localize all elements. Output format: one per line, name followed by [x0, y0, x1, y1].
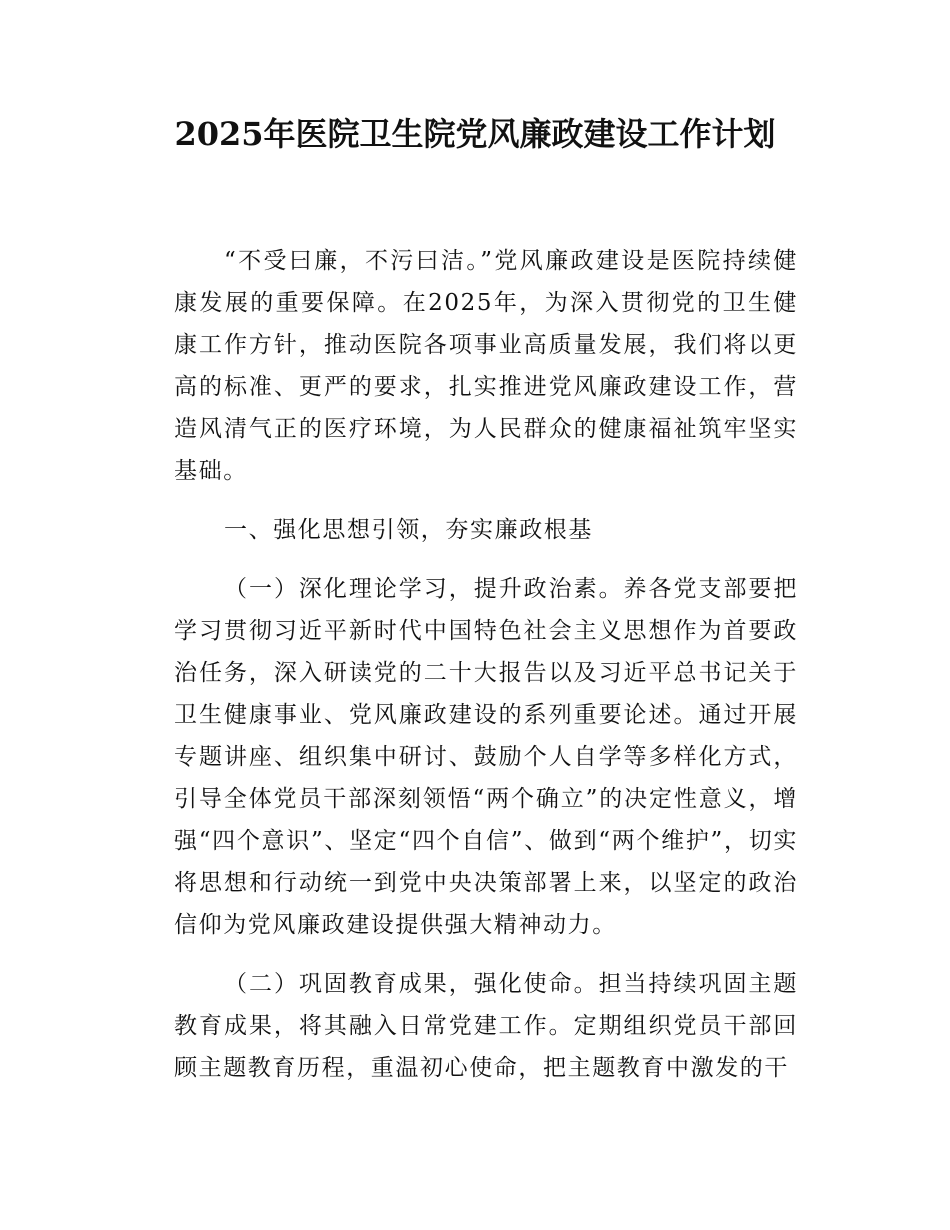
document-body [174, 240, 798, 1106]
subsection-paragraph-2: （二）巩固教育成果，强化使命。担当持续巩固主题教育成果，将其融入日常党建工作。定期组织党员干部回顾主题教育历程，重温初心使命，把主题教育中激发的干 [174, 971, 798, 1081]
section-heading-1: 一、强化思想引领，夯实廉政根基 [224, 517, 593, 543]
intro-paragraph: “不受曰廉，不污曰洁。”党风廉政建设是医院持续健康发展的重要保障。在2025年，为深入贯彻党的卫生健康工作方针，推动医院各项事业高质量发展，我们将以更高的标准、更严的要求，扎实推进党风廉政建设工作，营造风清气正的医疗环境，为人民群众的健康福祉筑牢坚实基础。 [174, 248, 798, 484]
subsection-paragraph-1: （一）深化理论学习，提升政治素。养各党支部要把学习贯彻习近平新时代中国特色社会主义思想作为首要政治任务，深入研读党的二十大报告以及习近平总书记关于卫生健康事业、党风廉政建设的系列重要论述。通过开展专题讲座、组织集中研讨、鼓励个人自学等多样化方式，引导全体党员干部深刻领悟“两个确立”的决定性意义，增强“四个意识”、坚定“四个自信”、做到“两个维护”，切实将思想和行动统一到党中央决策部署上来，以坚定的政治信仰为党风廉政建设提供强大精神动力。 [174, 576, 798, 938]
document-title: 2025年医院卫生院党风廉政建设工作计划 [174, 115, 776, 153]
